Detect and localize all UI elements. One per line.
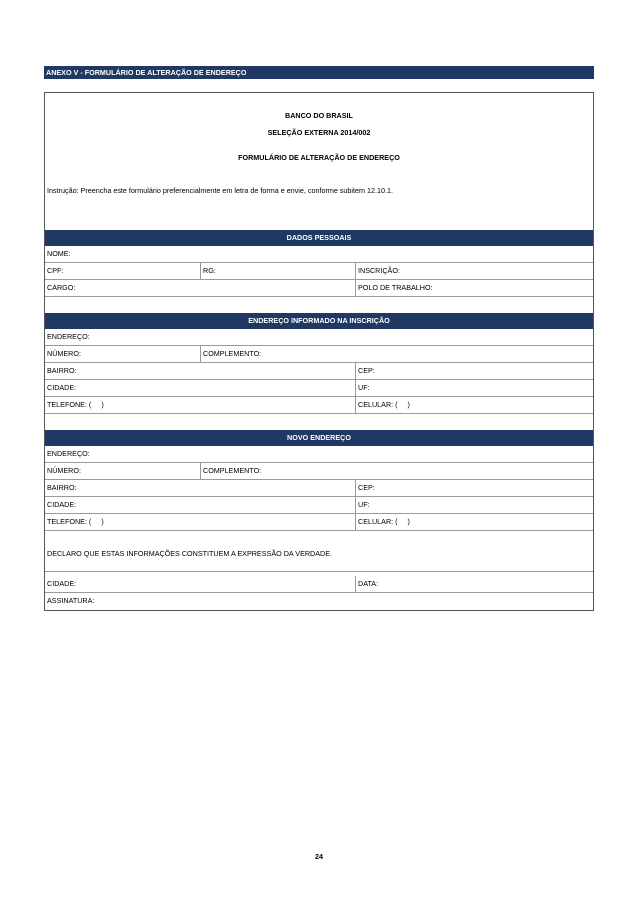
form-title: FORMULÁRIO DE ALTERAÇÃO DE ENDEREÇO — [238, 153, 400, 162]
new-celular-field[interactable]: CELULAR: ( ) — [355, 514, 593, 530]
page-number: 24 — [315, 852, 323, 861]
row-new-endereco — [45, 446, 593, 463]
selection-title: SELEÇÃO EXTERNA 2014/002 — [267, 128, 371, 137]
polo-field[interactable]: POLO DE TRABALHO: — [355, 280, 593, 296]
assinatura-field[interactable]: ASSINATURA: — [47, 596, 95, 605]
section-new-address: NOVO ENDEREÇO — [45, 430, 593, 446]
section-old-address: ENDEREÇO INFORMADO NA INSCRIÇÃO — [45, 313, 593, 329]
new-cep-field[interactable]: CEP: — [355, 480, 593, 496]
row-old-endereco — [45, 329, 593, 346]
row-signature-cidade — [45, 576, 593, 593]
instruction-text: Instrução: Preencha este formulário preferencialmente em letra de forma e envie, conforme subitem 12.10.1. — [47, 186, 393, 195]
section-personal-data: DADOS PESSOAIS — [45, 230, 593, 246]
row-new-bairro — [45, 480, 593, 497]
new-numero-field[interactable]: NÚMERO: — [47, 466, 81, 475]
old-telefone-field[interactable]: TELEFONE: ( ) — [47, 400, 104, 409]
old-cidade-field[interactable]: CIDADE: — [47, 383, 77, 392]
new-uf-field[interactable]: UF: — [355, 497, 593, 513]
old-endereco-field[interactable]: ENDEREÇO: — [47, 332, 90, 341]
row-new-telefone — [45, 514, 593, 531]
new-bairro-field[interactable]: BAIRRO: — [47, 483, 77, 492]
data-field[interactable]: DATA: — [355, 576, 593, 592]
row-cargo — [45, 280, 593, 297]
inscricao-field[interactable]: INSCRIÇÃO: — [355, 263, 593, 279]
declaration-text: DECLARO QUE ESTAS INFORMAÇÕES CONSTITUEM A EXPRESSÃO DA VERDADE. — [47, 549, 333, 558]
row-nome — [45, 246, 593, 263]
bank-name: BANCO DO BRASIL — [285, 111, 353, 120]
nome-field[interactable]: NOME: — [47, 249, 71, 258]
row-old-telefone — [45, 397, 593, 414]
old-numero-field[interactable]: NÚMERO: — [47, 349, 81, 358]
cargo-field[interactable]: CARGO: — [47, 283, 76, 292]
row-old-bairro — [45, 363, 593, 380]
cpf-field[interactable]: CPF: — [47, 266, 64, 275]
row-assinatura — [45, 593, 593, 610]
divider — [45, 571, 593, 572]
signature-cidade-field[interactable]: CIDADE: — [47, 579, 77, 588]
old-uf-field[interactable]: UF: — [355, 380, 593, 396]
new-cidade-field[interactable]: CIDADE: — [47, 500, 77, 509]
row-cpf — [45, 263, 593, 280]
old-complemento-field[interactable]: COMPLEMENTO: — [200, 346, 593, 362]
new-endereco-field[interactable]: ENDEREÇO: — [47, 449, 90, 458]
new-telefone-field[interactable]: TELEFONE: ( ) — [47, 517, 104, 526]
rg-field[interactable]: RG: — [200, 263, 355, 279]
old-bairro-field[interactable]: BAIRRO: — [47, 366, 77, 375]
row-new-cidade — [45, 497, 593, 514]
row-old-numero — [45, 346, 593, 363]
page-header: ANEXO V - FORMULÁRIO DE ALTERAÇÃO DE ENDEREÇO — [44, 66, 594, 79]
old-cep-field[interactable]: CEP: — [355, 363, 593, 379]
row-old-cidade — [45, 380, 593, 397]
new-complemento-field[interactable]: COMPLEMENTO: — [200, 463, 593, 479]
old-celular-field[interactable]: CELULAR: ( ) — [355, 397, 593, 413]
row-new-numero — [45, 463, 593, 480]
address-change-form — [44, 92, 594, 611]
